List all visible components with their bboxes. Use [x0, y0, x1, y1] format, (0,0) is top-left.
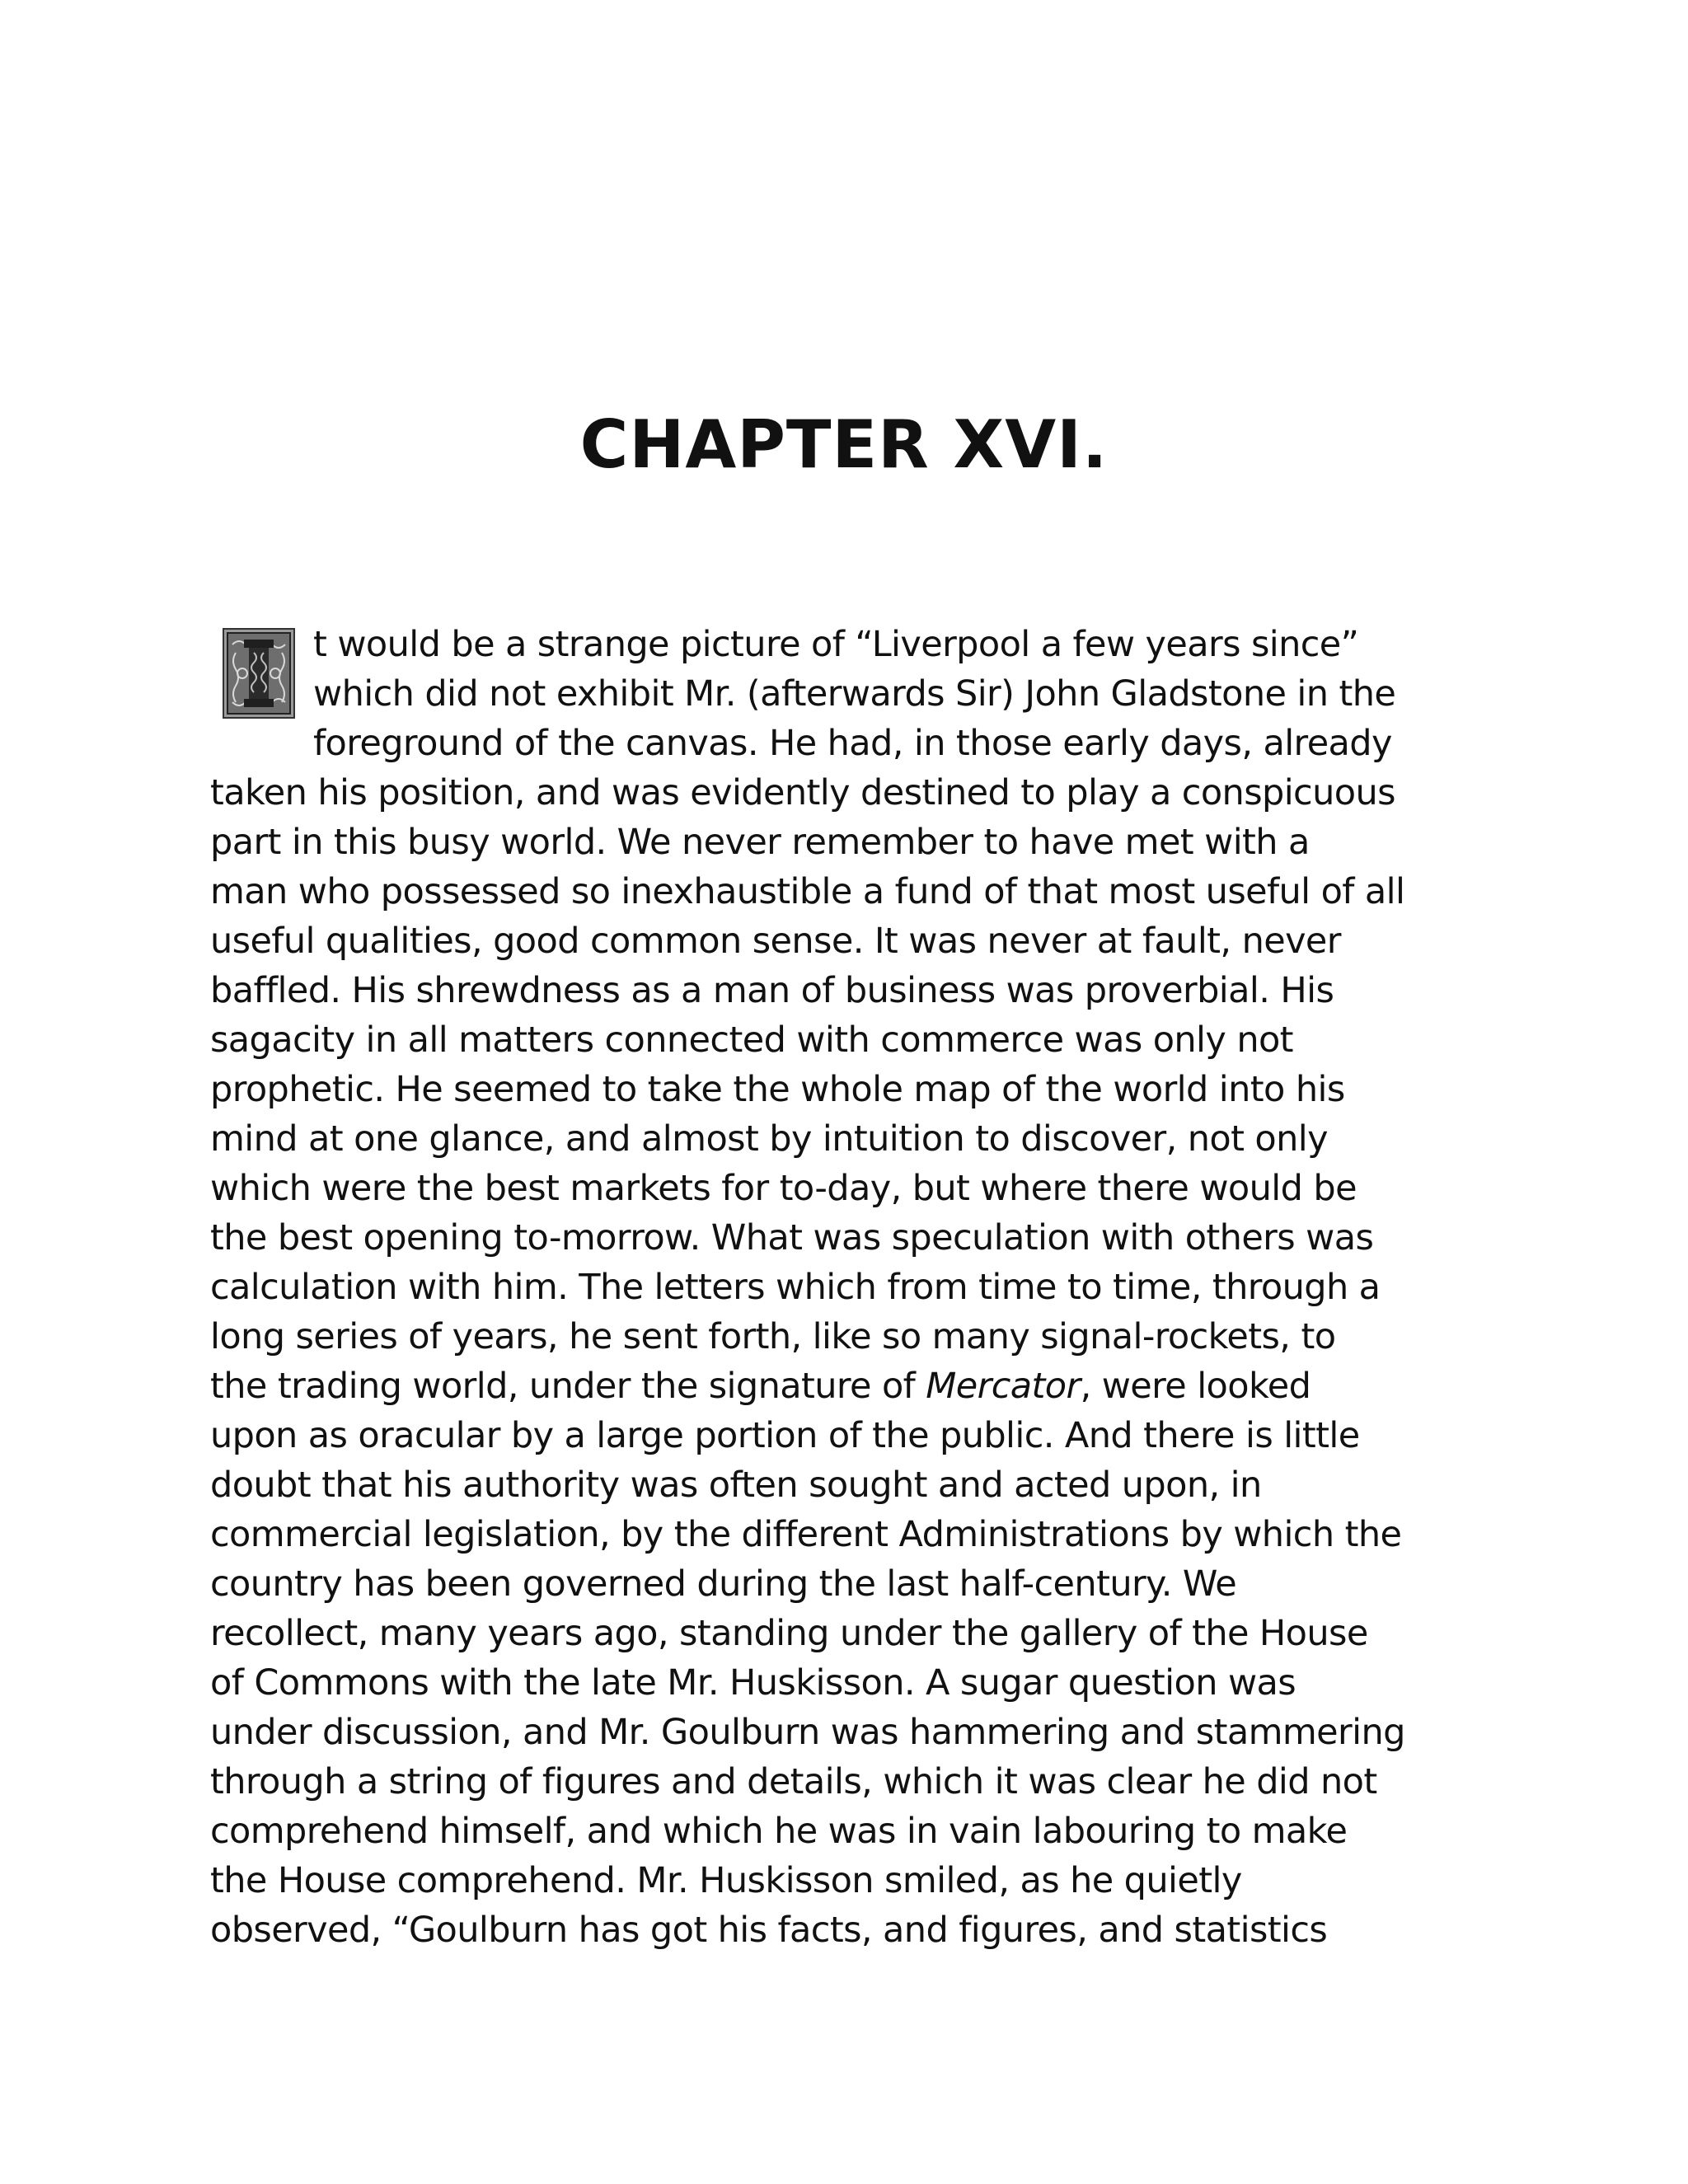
text-line-12: which were the best markets for to-day, but where there would be	[210, 1168, 1357, 1209]
text-line-1: t would be a strange picture of “Liverpool a few years since”	[313, 624, 1359, 665]
text-line-17: upon as oracular by a large portion of the public. And there is little	[210, 1415, 1360, 1456]
text-line-18: doubt that his authority was often sought and acted upon, in	[210, 1465, 1262, 1506]
text-line-26: the House comprehend. Mr. Huskisson smiled, as he quietly	[210, 1860, 1242, 1901]
text-line-10: prophetic. He seemed to take the whole map of the world into his	[210, 1069, 1345, 1110]
text-line-15: long series of years, he sent forth, like so many signal-rockets, to	[210, 1316, 1336, 1357]
text-line-5: part in this busy world. We never remember to have met with a	[210, 822, 1310, 863]
text-line-9: sagacity in all matters connected with commerce was only not	[210, 1019, 1293, 1061]
text-line-8: baffled. His shrewdness as a man of business was proverbial. His	[210, 970, 1334, 1011]
text-line-3: foreground of the canvas. He had, in those early days, already	[313, 723, 1392, 764]
text-line-22: of Commons with the late Mr. Huskisson. A sugar question was	[210, 1662, 1296, 1704]
text-line-11: mind at one glance, and almost by intuition to discover, not only	[210, 1118, 1328, 1160]
text-line-2: which did not exhibit Mr. (afterwards Sir) John Gladstone in the	[313, 673, 1396, 715]
text-line-14: calculation with him. The letters which from time to time, through a	[210, 1267, 1381, 1308]
text-line-16-start: the trading world, under the signature of	[210, 1366, 926, 1407]
text-line-6: man who possessed so inexhaustible a fund of that most useful of all	[210, 871, 1405, 912]
text-line-27: observed, “Goulburn has got his facts, and figures, and statistics	[210, 1910, 1328, 1951]
text-line-21: recollect, many years ago, standing under the gallery of the House	[210, 1613, 1368, 1654]
text-line-20: country has been governed during the last half-century. We	[210, 1563, 1237, 1605]
text-line-24: through a string of figures and details, which it was clear he did not	[210, 1761, 1377, 1802]
body-text	[210, 620, 1479, 1955]
mercator-italic: Mercator	[926, 1366, 1081, 1407]
text-line-16-end: , were looked	[1080, 1366, 1311, 1407]
text-line-7: useful qualities, good common sense. It was never at fault, never	[210, 921, 1341, 962]
text-line-4: taken his position, and was evidently destined to play a conspicuous	[210, 772, 1395, 813]
text-line-13: the best opening to-morrow. What was speculation with others was	[210, 1217, 1374, 1258]
text-line-25: comprehend himself, and which he was in vain labouring to make	[210, 1811, 1348, 1852]
text-line-23: under discussion, and Mr. Goulburn was hammering and stammering	[210, 1712, 1405, 1753]
text-line-19: commercial legislation, by the different Administrations by which the	[210, 1514, 1402, 1555]
text-line-16	[210, 1361, 1479, 1411]
chapter-title: CHAPTER XVI.	[579, 406, 1109, 483]
